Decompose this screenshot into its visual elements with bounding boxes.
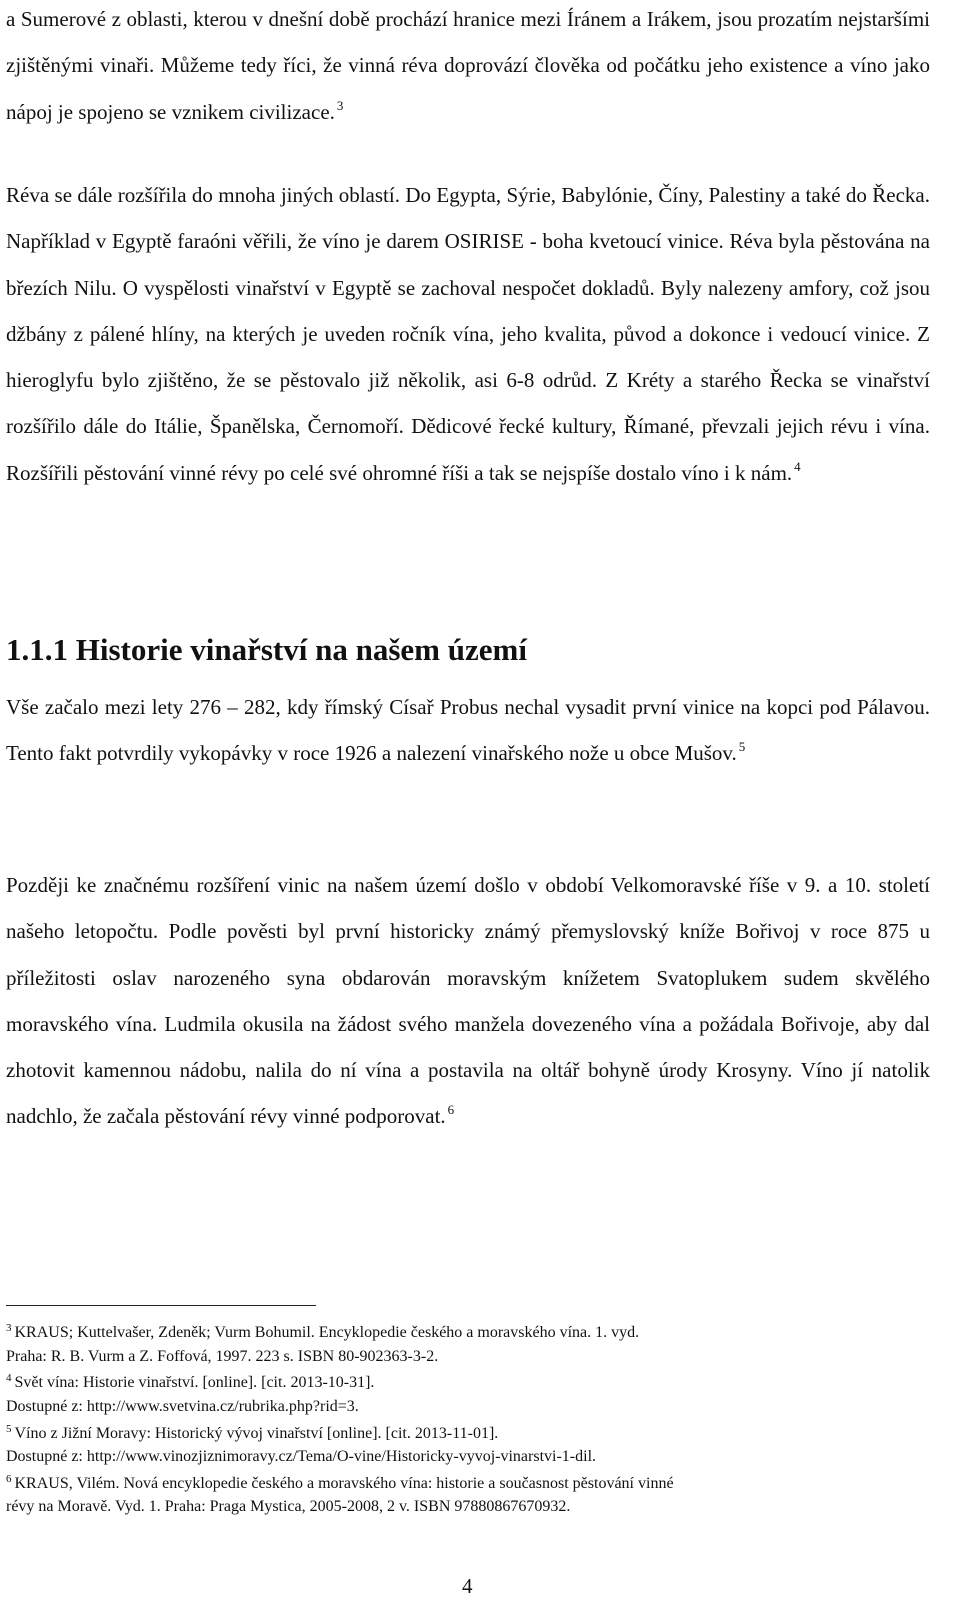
footnote-link[interactable]: Dostupné z: http://www.vinozjiznimoravy.cz/Tema/O-vine/Historicky-vyvoj-vinarstvi-1-dil. — [6, 1448, 597, 1466]
footnote-reference[interactable]: 4 — [794, 458, 801, 474]
footnote-reference[interactable]: 6 — [447, 1102, 455, 1118]
footnote-number: 4 — [6, 1372, 12, 1385]
footnote-reference[interactable]: 5 — [738, 739, 746, 755]
footnote-5 — [6, 1422, 930, 1469]
section-heading: 1.1.1 Historie vinařství na našem území — [6, 632, 527, 667]
footnote-number: 6 — [6, 1472, 12, 1485]
footnote-reference[interactable]: 3 — [336, 97, 344, 113]
paragraph-text: Později ke značnému rozšíření vinic na našem území došlo v období Velkomoravské říše v 9. a 10. století našeho letopočtu. Podle pověsti byl první historicky známý přemyslovský kníže Bořivoj v roce 875 u příležitosti oslav narozeného syna obdarován moravským knížetem Svatoplukem sudem skvělého moravského vína. Ludmila okusila na žádost svého manžela dovezeného vína a požádala Bořivoje, aby dal zhotovit kamennou nádobu, nalila do ní vína a postavila na oltář bohyně úrody Krosyny. Víno jí natolik nadchlo, že začala pěstování révy vinné podporovat. — [6, 873, 930, 1129]
footnote-line: KRAUS; Kuttelvašer, Zdeněk; Vurm Bohumil. Encyklopedie českého a moravského vína. 1. vyd. — [14, 1324, 640, 1341]
paragraph-text: a Sumerové z oblasti, kterou v dnešní době prochází hranice mezi Íránem a Irákem, jsou prozatím nejstaršími zjištěnými vinaři. Můžeme tedy říci, že vinná réva doprovází člověka od počátku jeho existence a víno jako nápoj je spojeno se vznikem civilizace. — [6, 7, 930, 124]
footnote-6 — [6, 1472, 930, 1519]
footnote-line: révy na Moravě. Vyd. 1. Praha: Praga Mystica, 2005-2008, 2 v. ISBN 97880867670932. — [6, 1498, 571, 1516]
body-paragraph-2 — [6, 172, 930, 496]
footnotes — [6, 1321, 930, 1522]
footnote-line: KRAUS, Vilém. Nová encyklopedie českého a moravského vína: historie a současnost pěstování vinné — [14, 1474, 674, 1492]
footnote-separator — [6, 1305, 316, 1306]
footnote-line: Praha: R. B. Vurm a Z. Foffová, 1997. 223 s. ISBN 80-902363-3-2. — [6, 1347, 439, 1365]
footnote-number: 3 — [6, 1321, 12, 1334]
footnote-line: Víno z Jižní Moravy: Historický vývoj vinařství [online]. [cit. 2013-11-01]. — [14, 1424, 499, 1442]
body-paragraph-1 — [6, 0, 930, 135]
section-paragraph-1 — [6, 684, 930, 777]
document-page — [6, 0, 930, 1614]
footnote-3 — [6, 1321, 930, 1368]
paragraph-text: Réva se dále rozšířila do mnoha jiných oblastí. Do Egypta, Sýrie, Babylónie, Číny, Palestiny a také do Řecka. Například v Egyptě faraóni věřili, že víno je darem OSIRISE - boha kvetoucí vinice. Réva byla pěstována na březích Nilu. O vyspělosti vinařství v Egyptě se zachoval nespočet dokladů. Byly nalezeny amfory, což jsou džbány z pálené hlíny, na kterých je uveden ročník vína, jeho kvalita, původ a dokonce i vedoucí vinice. Z hieroglyfu bylo zjištěno, že se pěstovalo již několik, asi 6-8 odrůd. Z Kréty a starého Řecka se vinařství rozšířilo dále do Itálie, Španělska, Černomoří. Dědicové řecké kultury, Římané, převzali jejich révu i vína. Rozšířili pěstování vinné révy po celé své ohromné říši a tak se nejspíše dostalo víno i k nám. — [6, 183, 930, 485]
footnote-link[interactable]: Dostupné z: http://www.svetvina.cz/rubrika.php?rid=3. — [6, 1397, 359, 1415]
paragraph-text: Vše začalo mezi lety 276 – 282, kdy římský Císař Probus nechal vysadit první vinice na kopci pod Pálavou. Tento fakt potvrdily vykopávky v roce 1926 a nalezení vinařského nože u obce Mušov. — [6, 695, 930, 766]
page-number: 4 — [462, 1574, 473, 1598]
footnote-number: 5 — [6, 1422, 12, 1435]
section-paragraph-2 — [6, 862, 930, 1140]
footnote-4 — [6, 1371, 930, 1418]
footnote-line: Svět vína: Historie vinařství. [online]. [cit. 2013-10-31]. — [14, 1374, 375, 1392]
